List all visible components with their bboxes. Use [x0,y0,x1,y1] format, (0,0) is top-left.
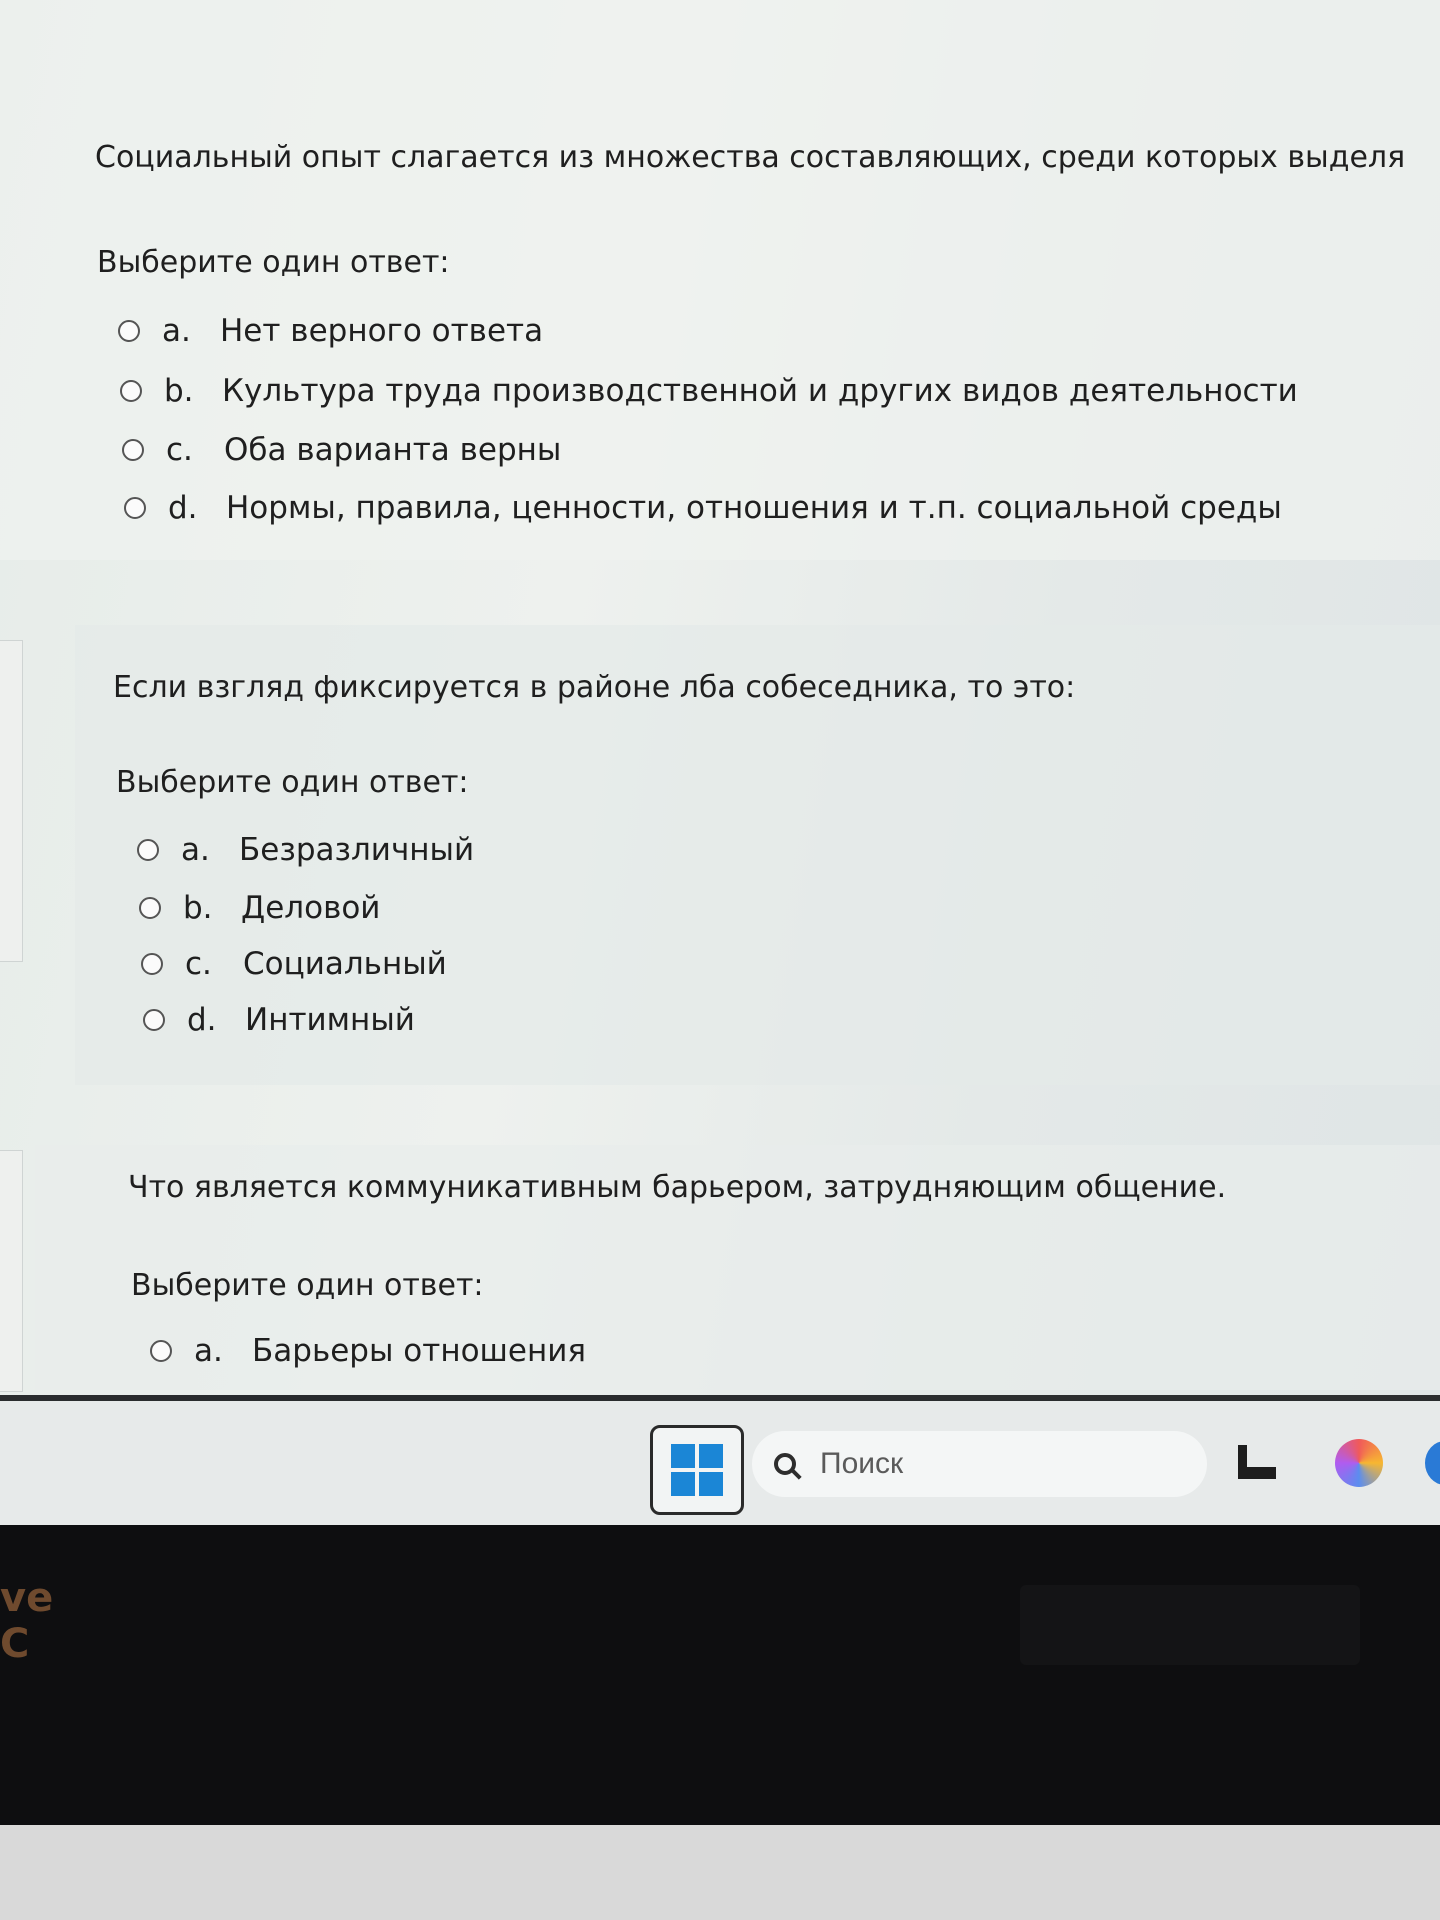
bezel-sticker [0,1575,110,1725]
option-label: Интимный [245,1002,415,1038]
option-label: Барьеры отношения [252,1333,587,1369]
search-icon [774,1453,796,1475]
question-3-prompt: Выберите один ответ: [131,1268,484,1303]
option-label: Безразличный [239,832,475,868]
sticker-line-2: C [0,1621,30,1667]
keyboard-deck [0,1825,1440,1920]
taskbar [0,1395,1440,1531]
laptop-bezel [0,1525,1440,1825]
question-2-prompt: Выберите один ответ: [116,765,469,800]
option-label: Нормы, правила, ценности, отношения и т.п. социальной среды [226,490,1282,526]
option-letter: d. [168,490,198,526]
option-letter: c. [185,946,212,982]
question-3-option-a[interactable] [150,1333,586,1369]
option-letter: a. [181,832,210,868]
taskbar-search-box[interactable] [752,1431,1207,1497]
option-label: Социальный [243,946,447,982]
option-letter: b. [164,373,194,409]
radio-button[interactable] [141,953,163,975]
option-label: Нет верного ответа [220,313,544,349]
option-letter: b. [183,890,213,926]
copilot-icon[interactable] [1335,1439,1383,1487]
option-label: Деловой [241,890,381,926]
option-letter: c. [166,432,193,468]
search-placeholder: Поиск [820,1447,904,1480]
question-1-option-b[interactable] [120,373,1298,409]
question-2-option-b[interactable] [139,890,380,926]
widget-icon[interactable] [1238,1445,1276,1479]
edge-icon[interactable] [1425,1441,1440,1485]
radio-button[interactable] [139,897,161,919]
question-2-text: Если взгляд фиксируется в районе лба собеседника, то это: [113,670,1076,705]
question-1-prompt: Выберите один ответ: [97,245,450,280]
question-1-panel [0,0,1440,560]
option-letter: a. [194,1333,223,1369]
question-3-text: Что является коммуникативным барьером, затрудняющим общение. [128,1170,1227,1205]
sticker-line-1: ve [0,1575,54,1621]
windows-start-icon [671,1444,723,1496]
start-button[interactable] [650,1425,744,1515]
radio-button[interactable] [122,439,144,461]
question-3-side-tab [0,1150,23,1392]
radio-button[interactable] [143,1009,165,1031]
radio-button[interactable] [120,380,142,402]
radio-button[interactable] [124,497,146,519]
question-2-option-d[interactable] [143,1002,415,1038]
option-letter: d. [187,1002,217,1038]
radio-button[interactable] [118,320,140,342]
question-1-option-d[interactable] [124,490,1282,526]
question-2-side-tab [0,640,23,962]
question-2-option-a[interactable] [137,832,474,868]
option-letter: a. [162,313,191,349]
question-2-option-c[interactable] [141,946,447,982]
brand-logo [1020,1585,1360,1665]
radio-button[interactable] [150,1340,172,1362]
option-label: Культура труда производственной и других видов деятельности [222,373,1298,409]
question-1-text: Социальный опыт слагается из множества составляющих, среди которых выделя [95,140,1406,175]
option-label: Оба варианта верны [224,432,562,468]
radio-button[interactable] [137,839,159,861]
question-1-option-c[interactable] [122,432,561,468]
question-1-option-a[interactable] [118,313,543,349]
